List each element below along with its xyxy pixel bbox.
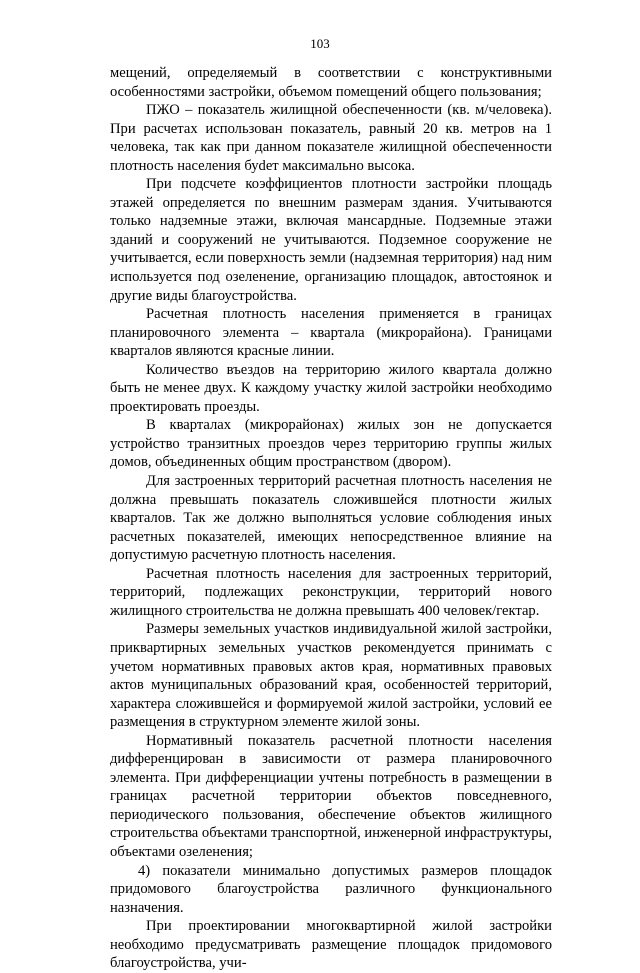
- paragraph-8: Расчетная плотность населения для застроенных территорий, территорий, подлежащих реконструкции, территорий нового жилищного строительства не должна превышать 400 человек/гектар.: [110, 565, 552, 619]
- paragraph-4: Расчетная плотность населения применяется в границах планировочного элемента – квартала (микрорайона). Границами кварталов являются красные линии.: [110, 306, 552, 360]
- document-body: [110, 64, 552, 973]
- paragraph-9: Размеры земельных участков индивидуальной жилой застройки, приквартирных земельных участков рекомендуется принимать с учетом нормативных правовых актов края, нормативных правовых актов муниципальных образований края, особенностей территорий, характера сложившейся и формируемой жилой застройки, условий ее размещения в структурном элементе жилой зоны.: [110, 621, 552, 731]
- paragraph-5: Количество въездов на территорию жилого квартала должно быть не менее двух. К каждому участку жилой застройки необходимо проектировать проезды.: [110, 361, 552, 415]
- page-number: 103: [310, 36, 330, 51]
- paragraph-2: ПЖО – показатель жилищной обеспеченности (кв. м/человека). При расчетах использован показатель, равный 20 кв. метров на 1 человека, так как при данном показателе жилищной обеспеченности плотность населения буdет максимально высока.: [110, 102, 552, 174]
- paragraph-10: Нормативный показатель расчетной плотности населения дифференцирован в зависимости от размера планировочного элемента. При дифференциации учтены потребность в размещении в границах расчетной территории объектов повседневного, периодического пользования, обеспечение объектов жилищного строительства объектами транспортной, инженерной инфраструктуры, объектами озеленения;: [110, 732, 552, 860]
- paragraph-1: мещений, определяемый в соответствии с конструктивными особенностями застройки, объемом помещений общего пользования;: [110, 65, 552, 100]
- list-item-4: 4) показатели минимально допустимых размеров площадок придомового благоустройства различного функционального назначения.: [110, 862, 552, 916]
- paragraph-12: При проектировании многоквартирной жилой застройки необходимо предусматривать размещение площадок придомового благоустройства, учи-: [110, 918, 552, 972]
- paragraph-3: При подсчете коэффициентов плотности застройки площадь этажей определяется по внешним размерам здания. Учитываются только надземные этажи, включая мансардные. Подземные этажи зданий и сооружений не учитываются. Подземное сооружение не учитывается, если поверхность земли (надземная территория) над ним используется под озеленение, организацию площадок, автостоянок и другие виды благоустройства.: [110, 176, 552, 304]
- paragraph-6: В кварталах (микрорайонах) жилых зон не допускается устройство транзитных проездов через территорию группы жилых домов, объединенных общим пространством (двором).: [110, 417, 552, 471]
- paragraph-7: Для застроенных территорий расчетная плотность населения не должна превышать показатель сложившейся плотности жилых кварталов. Так же должно выполняться условие соблюдения иных расчетных показателей, имеющих непосредственное влияние на допустимую расчетную плотность населения.: [110, 473, 552, 564]
